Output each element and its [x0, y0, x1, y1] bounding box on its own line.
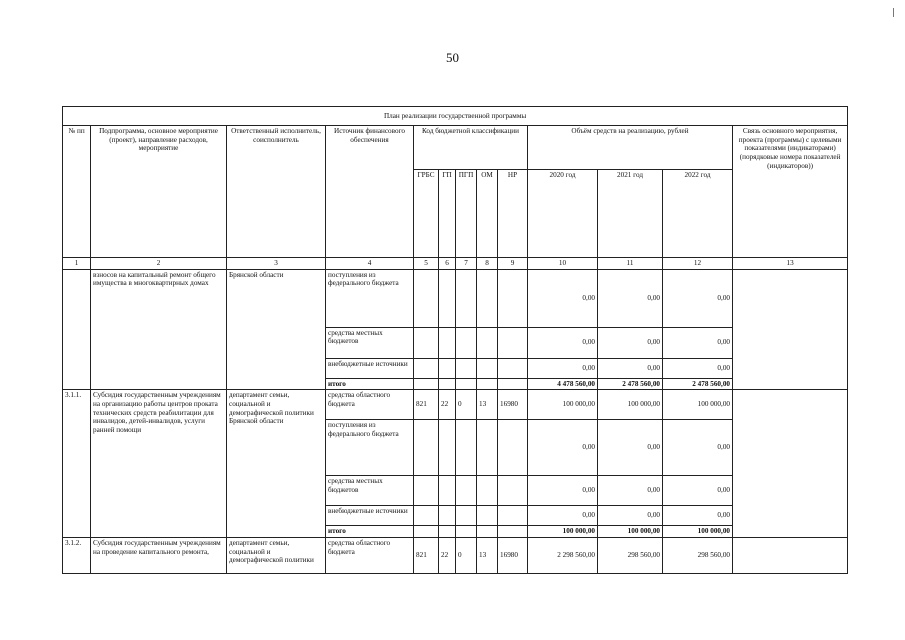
- row-num: 3.1.1.: [63, 390, 91, 538]
- row-program: Субсидия государственным учреждениям на проведение капитального ремонта,: [91, 537, 227, 573]
- row-2021: 100 000,00: [598, 526, 663, 538]
- row-2022: 0,00: [663, 327, 733, 358]
- col-number: 4: [326, 258, 414, 270]
- col-number: 8: [477, 258, 498, 270]
- row-2020: 100 000,00: [528, 390, 598, 420]
- scan-mark: [893, 8, 894, 17]
- header-program: Подпрограмма, основное мероприятие (проект), направление расходов, мероприятие: [91, 126, 227, 258]
- header-2022: 2022 год: [663, 170, 733, 258]
- row-source: внебюджетные источники: [326, 506, 414, 526]
- col-number: 7: [456, 258, 477, 270]
- row-source: средства областного бюджета: [326, 390, 414, 420]
- row-executor: департамент семьи, социальной и демографической политики: [227, 537, 326, 573]
- table-row: [63, 269, 848, 327]
- row-source: средства областного бюджета: [326, 537, 414, 573]
- row-source: средства местных бюджетов: [326, 327, 414, 358]
- row-2020: 0,00: [528, 358, 598, 378]
- row-2022: 0,00: [663, 358, 733, 378]
- row-source: итого: [326, 378, 414, 390]
- row-gp: 22: [439, 537, 456, 573]
- row-source: средства местных бюджетов: [326, 476, 414, 506]
- row-2022: 0,00: [663, 269, 733, 327]
- header-num: № пп: [63, 126, 91, 258]
- row-2021: 298 560,00: [598, 537, 663, 573]
- header-om: ОМ: [477, 170, 498, 258]
- col-number: 2: [91, 258, 227, 270]
- row-2020: 0,00: [528, 269, 598, 327]
- row-2022: 100 000,00: [663, 390, 733, 420]
- header-2020: 2020 год: [528, 170, 598, 258]
- row-program: Субсидия государственным учреждениям на организацию работы центров проката технических средств реабилитации для инвалидов, детей-инвалидов, услуги ранней помощи: [91, 390, 227, 538]
- row-2020: 0,00: [528, 476, 598, 506]
- row-2021: 0,00: [598, 327, 663, 358]
- row-2021: 2 478 560,00: [598, 378, 663, 390]
- program-plan-table: [62, 106, 848, 574]
- header-source: Источник финансового обеспечения: [326, 126, 414, 258]
- col-number: 12: [663, 258, 733, 270]
- row-2021: 100 000,00: [598, 390, 663, 420]
- row-2022: 100 000,00: [663, 526, 733, 538]
- row-link: [733, 269, 848, 390]
- table-row: [63, 390, 848, 420]
- row-np: 16980: [498, 390, 528, 420]
- header-volume: Объём средств на реализацию, рублей: [528, 126, 733, 170]
- col-number: 6: [439, 258, 456, 270]
- row-2021: 0,00: [598, 269, 663, 327]
- row-pgp: 0: [456, 537, 477, 573]
- row-source: поступления из федерального бюджета: [326, 420, 414, 476]
- row-link: [733, 537, 848, 573]
- row-2022: 0,00: [663, 420, 733, 476]
- row-num: 3.1.2.: [63, 537, 91, 573]
- row-np: 16980: [498, 537, 528, 573]
- row-om: 13: [477, 537, 498, 573]
- table-caption: План реализации государственной программы: [63, 107, 848, 126]
- header-grbs: ГРБС: [414, 170, 439, 258]
- row-2021: 0,00: [598, 506, 663, 526]
- col-number: 5: [414, 258, 439, 270]
- row-2022: 298 560,00: [663, 537, 733, 573]
- header-np: НР: [498, 170, 528, 258]
- row-2020: 0,00: [528, 420, 598, 476]
- row-link: [733, 390, 848, 538]
- col-number: 13: [733, 258, 848, 270]
- header-2021: 2021 год: [598, 170, 663, 258]
- row-grbs: 821: [414, 390, 439, 420]
- header-executor: Ответственный исполнитель, соисполнитель: [227, 126, 326, 258]
- row-2022: 2 478 560,00: [663, 378, 733, 390]
- row-2020: 0,00: [528, 327, 598, 358]
- row-2020: 0,00: [528, 506, 598, 526]
- row-2021: 0,00: [598, 476, 663, 506]
- row-om: 13: [477, 390, 498, 420]
- row-2021: 0,00: [598, 358, 663, 378]
- col-number: 9: [498, 258, 528, 270]
- row-2022: 0,00: [663, 506, 733, 526]
- row-executor: Брянской области: [227, 269, 326, 390]
- header-gp: ГП: [439, 170, 456, 258]
- row-source: поступления из федерального бюджета: [326, 269, 414, 327]
- row-2020: 100 000,00: [528, 526, 598, 538]
- col-number: 11: [598, 258, 663, 270]
- table-row: [63, 537, 848, 573]
- row-pgp: 0: [456, 390, 477, 420]
- row-gp: 22: [439, 390, 456, 420]
- col-number: 3: [227, 258, 326, 270]
- row-2021: 0,00: [598, 420, 663, 476]
- row-source: внебюджетные источники: [326, 358, 414, 378]
- row-program: взносов на капитальный ремонт общего имущества в многоквартирных домах: [91, 269, 227, 390]
- row-executor: департамент семьи, социальной и демографической политики Брянской области: [227, 390, 326, 538]
- page-number: 50: [446, 50, 459, 65]
- col-number: 1: [63, 258, 91, 270]
- header-budget-code: Код бюджетной классификации: [414, 126, 528, 170]
- row-num: [63, 269, 91, 390]
- header-link: Связь основного мероприятия, проекта (программы) с целевыми показателями (индикаторами) (порядковые номера показателей (индикаторов)): [733, 126, 848, 258]
- header-pgp: ПГП: [456, 170, 477, 258]
- row-source: итого: [326, 526, 414, 538]
- row-grbs: 821: [414, 537, 439, 573]
- col-number: 10: [528, 258, 598, 270]
- row-2020: 4 478 560,00: [528, 378, 598, 390]
- row-2022: 0,00: [663, 476, 733, 506]
- row-2020: 2 298 560,00: [528, 537, 598, 573]
